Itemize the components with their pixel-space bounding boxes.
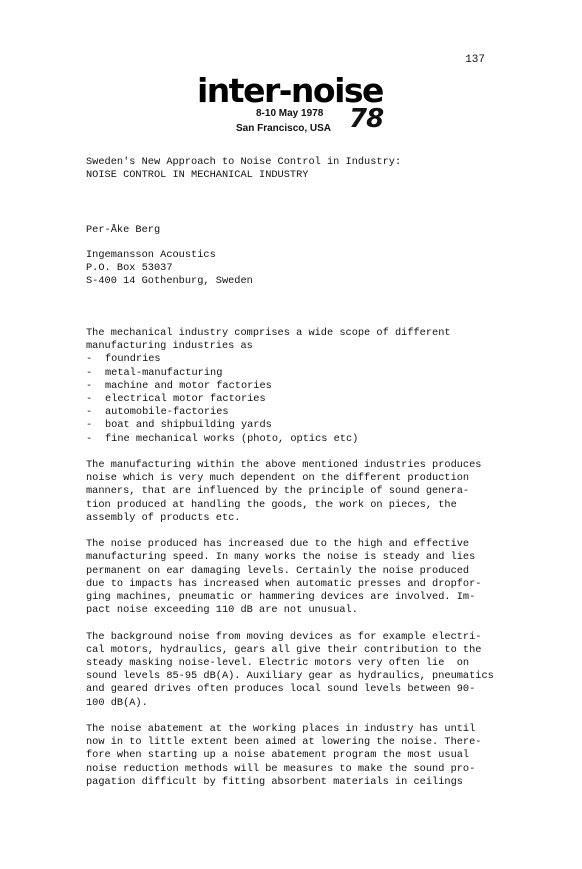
industry-list xyxy=(86,353,506,445)
text-line: assembly of products etc. xyxy=(86,511,241,524)
text-line: manufacturing industries as xyxy=(86,340,253,353)
text-line: manufacturing speed. In many works the noise is steady and lies xyxy=(86,551,476,564)
page-number: 137 xyxy=(465,54,485,66)
paragraph-2 xyxy=(86,459,506,525)
text-line: permanent on ear damaging levels. Certainly the noise produced xyxy=(86,564,470,577)
list-item: - metal-manufacturing xyxy=(86,366,223,379)
logo-dates: 8-10 May 1978 xyxy=(256,108,324,119)
text-line: due to impacts has increased when automatic presses and dropfor- xyxy=(86,577,482,590)
text-line: manners, that are influenced by the principle of sound genera- xyxy=(86,485,470,498)
author-name: Per-Åke Berg xyxy=(86,224,161,236)
paragraph-3 xyxy=(86,538,506,617)
list-item: - machine and motor factories xyxy=(86,379,272,392)
text-line: The noise produced has increased due to the high and effective xyxy=(86,538,470,551)
text-line: cal motors, hydraulics, gears all give their contribution to the xyxy=(86,643,482,656)
text-line: noise reduction methods will be measures to make the sound pro- xyxy=(86,762,476,775)
author-affiliation xyxy=(86,249,253,289)
logo-wordmark: inter-noise xyxy=(197,71,383,110)
paragraph-4 xyxy=(86,631,506,710)
text-line: tion produced at handling the goods, the work on pieces, the xyxy=(86,498,457,511)
paper-title xyxy=(86,156,401,182)
text-line: fore when starting up a noise abatement program the most usual xyxy=(86,749,470,762)
text-line: The noise abatement at the working places in industry has until xyxy=(86,723,476,736)
conference-logo xyxy=(197,71,387,144)
paragraph-5 xyxy=(86,723,506,789)
text-line: The manufacturing within the above mentioned industries produces xyxy=(86,459,482,472)
title-line: Sweden's New Approach to Noise Control in Industry: xyxy=(86,156,402,168)
list-item: - fine mechanical works (photo, optics etc) xyxy=(86,432,359,445)
text-line: pagation difficult by fitting absorbent materials in ceilings xyxy=(86,775,463,788)
list-item: - electrical motor factories xyxy=(86,393,266,406)
text-line: noise which is very much dependent on the different production xyxy=(86,472,470,485)
text-line: ging machines, pneumatic or hammering devices are involved. Im- xyxy=(86,591,476,604)
affiliation-box: P.O. Box 53037 xyxy=(86,262,173,275)
text-line: sound levels 85-95 dB(A). Auxiliary gear as hydraulics, pneumatics xyxy=(86,670,494,683)
body-text xyxy=(86,327,506,802)
text-line: 100 dB(A). xyxy=(86,696,148,709)
affiliation-city: S-400 14 Gothenburg, Sweden xyxy=(86,275,253,288)
paragraph-intro xyxy=(86,327,506,446)
affiliation-org: Ingemansson Acoustics xyxy=(86,249,216,261)
text-line: pact noise exceeding 110 dB are not unusual. xyxy=(86,604,358,617)
list-item: - foundries xyxy=(86,353,161,366)
text-line: now in to little extent been aimed at lowering the noise. There- xyxy=(86,736,482,749)
logo-location: San Francisco, USA xyxy=(236,123,332,134)
title-line: NOISE CONTROL IN MECHANICAL INDUSTRY xyxy=(86,169,309,182)
text-line: steady masking noise-level. Electric motors very often lie on xyxy=(86,657,470,670)
text-line: The mechanical industry comprises a wide scope of different xyxy=(86,327,451,339)
list-item: - boat and shipbuilding yards xyxy=(86,419,272,432)
logo-year: 78 xyxy=(349,104,384,134)
text-line: and geared drives often produces local sound levels between 90- xyxy=(86,683,476,696)
text-line: The background noise from moving devices as for example electri- xyxy=(86,630,482,643)
list-item: - automobile-factories xyxy=(86,406,229,419)
